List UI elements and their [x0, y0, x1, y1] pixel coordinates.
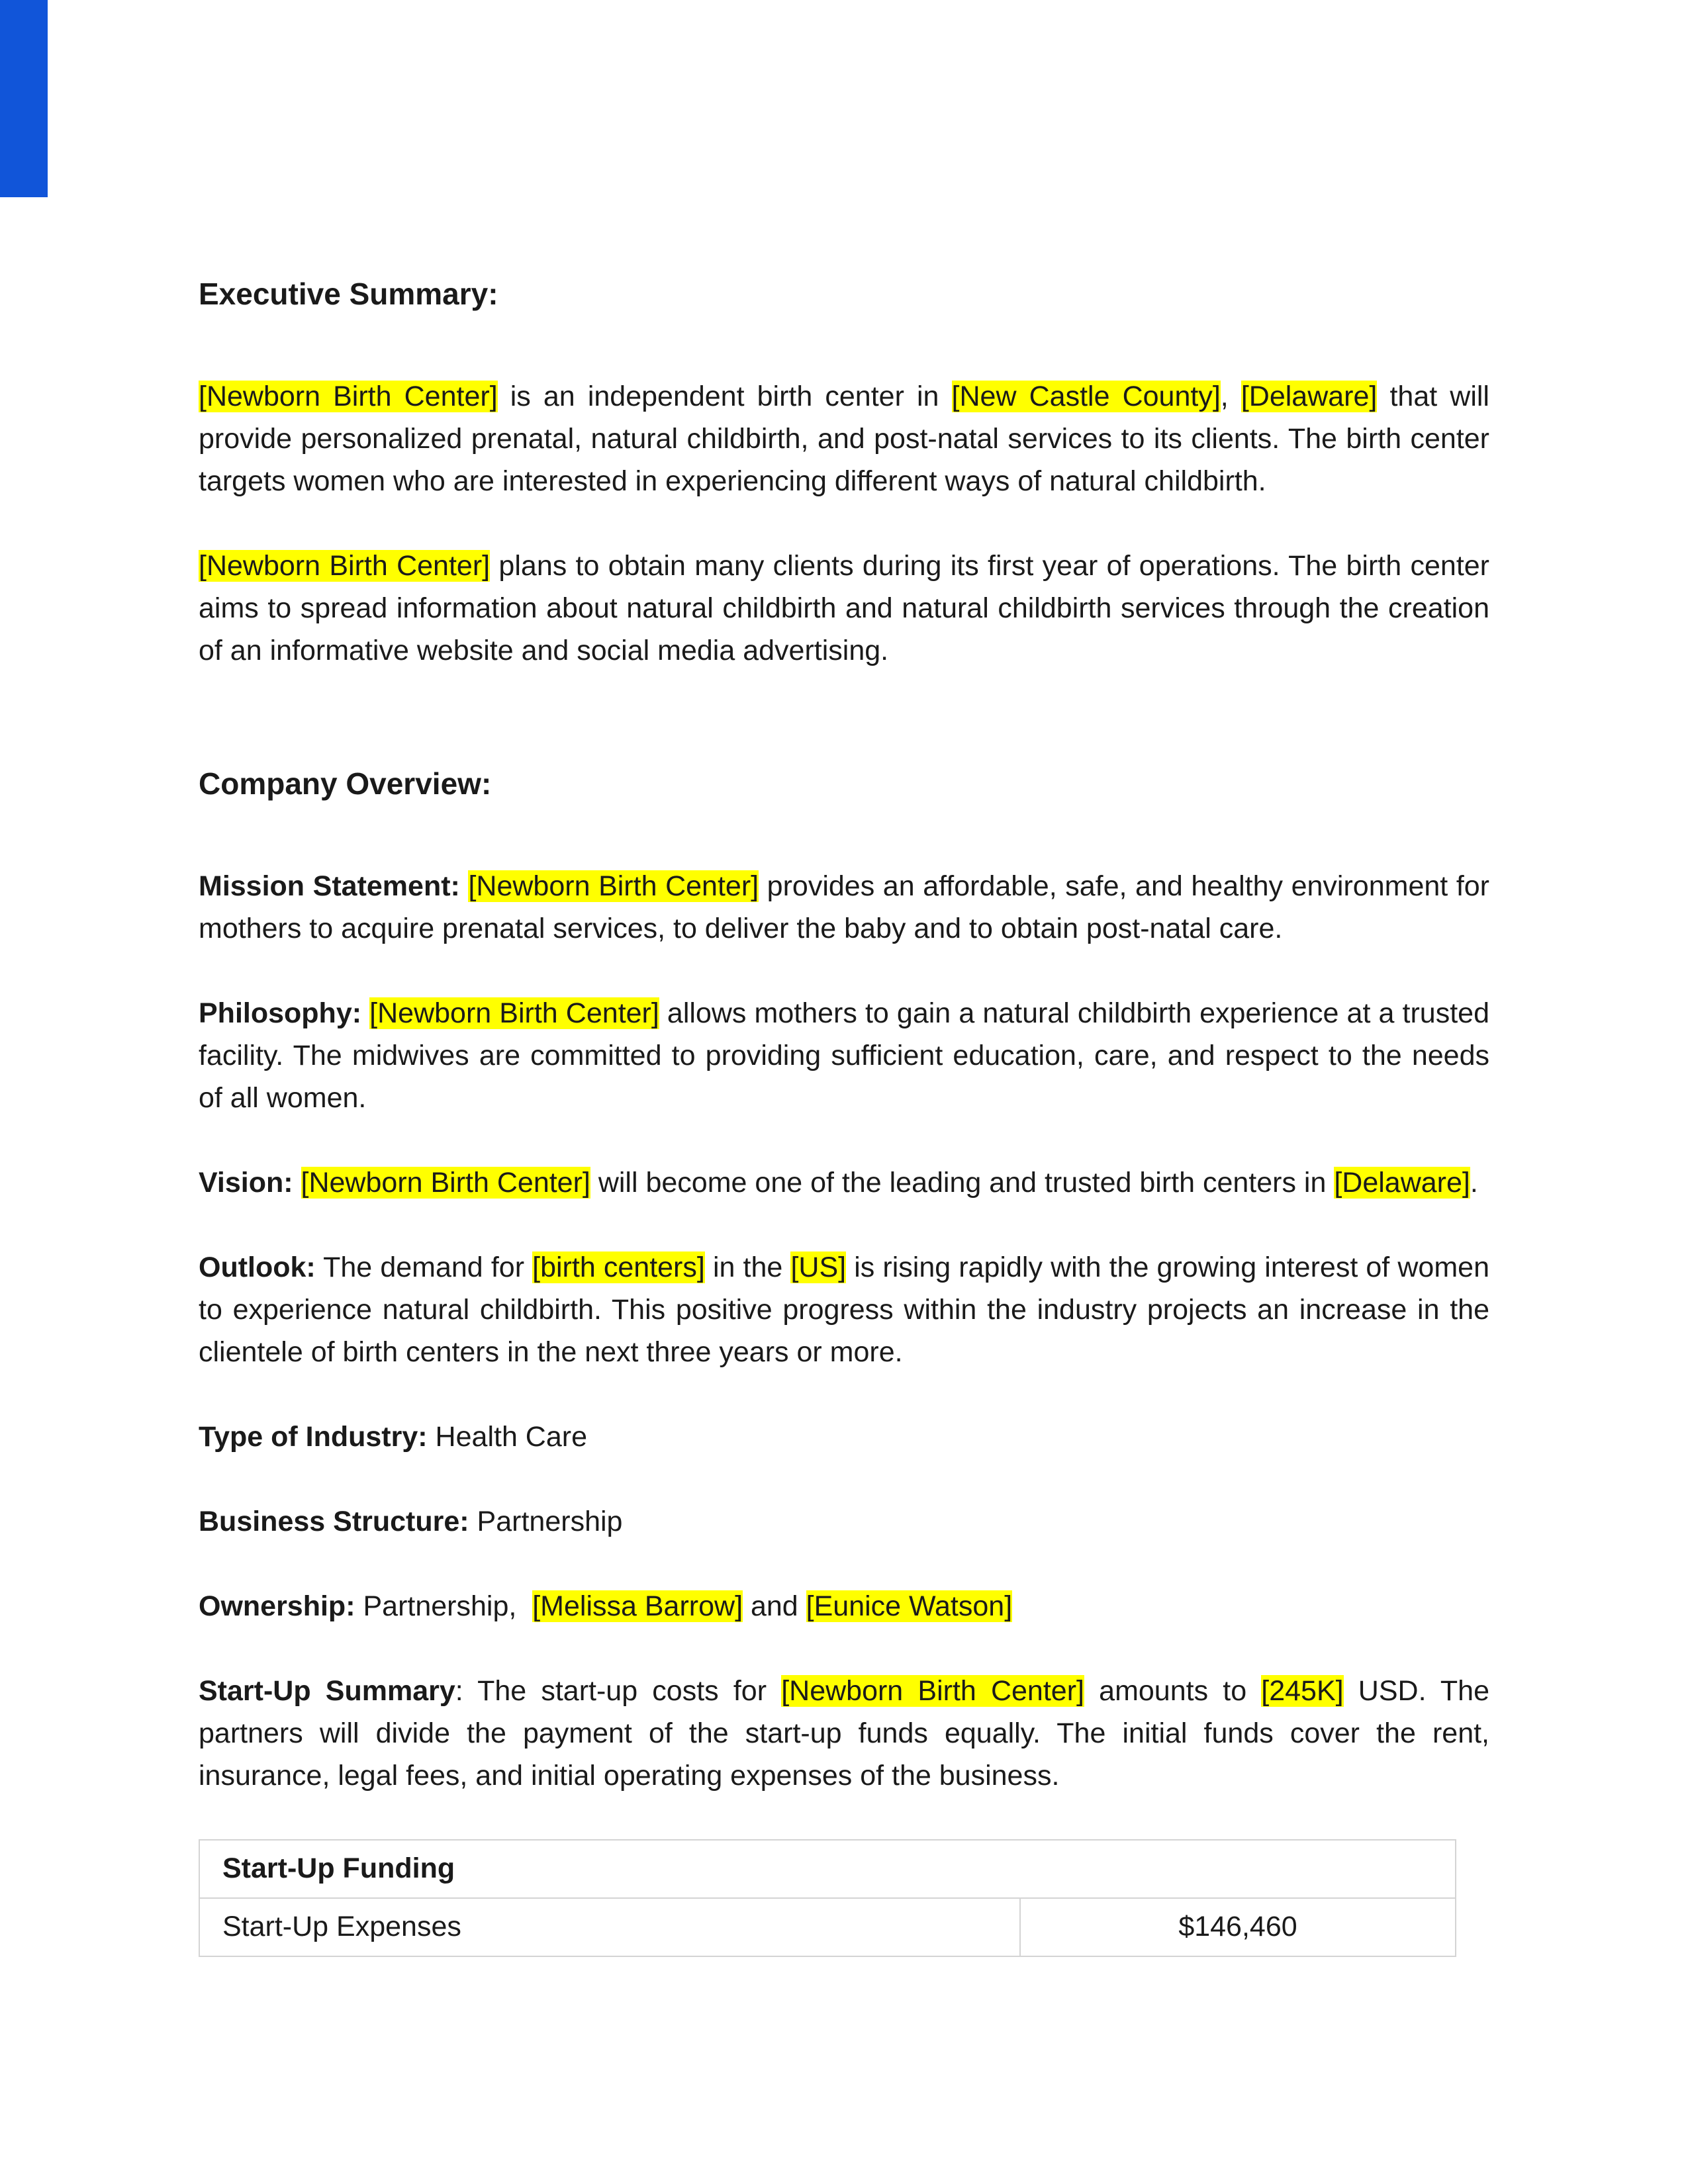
- executive-summary-heading: Executive Summary:: [199, 277, 498, 311]
- company-name-highlight: [Newborn Birth Center]: [369, 997, 659, 1029]
- company-name-highlight: [Newborn Birth Center]: [199, 380, 498, 412]
- amount-highlight: [245K]: [1261, 1674, 1344, 1707]
- outlook: Outlook: The demand for [birth centers] in the [US] is rising rapidly with the growing interest of women to experience natural childbirth. This positive progress within the industry projects an increase in the clientele of birth centers in the next three years or more.: [199, 1251, 1489, 1368]
- company-name-highlight: [Newborn Birth Center]: [781, 1674, 1084, 1707]
- document-page: [199, 275, 1489, 1957]
- table-cell-label: Start-Up Expenses: [199, 1898, 1020, 1956]
- table-header-cell: Start-Up Funding: [199, 1840, 1456, 1898]
- company-name-highlight: [Newborn Birth Center]: [199, 549, 491, 582]
- ownership: Ownership: Partnership, [Melissa Barrow] and [Eunice Watson]: [199, 1590, 1013, 1622]
- company-name-highlight: [Newborn Birth Center]: [301, 1166, 590, 1199]
- county-highlight: [New Castle County]: [951, 380, 1221, 412]
- accent-bar: [0, 0, 48, 197]
- industry-type: Type of Industry: Health Care: [199, 1420, 588, 1453]
- owner-highlight: [Eunice Watson]: [806, 1590, 1013, 1622]
- executive-summary-paragraph-1: [Newborn Birth Center] is an independent birth center in [New Castle County], [Delaware] that will provide personalized prenatal, natural childbirth, and post-natal services to its clients. The birth center targets women who are interested in experiencing different ways of natural childbirth.: [199, 380, 1489, 497]
- industry-highlight: [birth centers]: [532, 1251, 705, 1283]
- executive-summary-paragraph-2: [Newborn Birth Center] plans to obtain many clients during its first year of operations. The birth center aims to spread information about natural childbirth and natural childbirth services through the creation of an informative website and social media advertising.: [199, 549, 1489, 666]
- state-highlight: [Delaware]: [1241, 380, 1378, 412]
- table-row: [199, 1898, 1456, 1956]
- startup-funding-table: [199, 1839, 1456, 1957]
- owner-highlight: [Melissa Barrow]: [532, 1590, 743, 1622]
- vision: Vision: [Newborn Birth Center] will become one of the leading and trusted birth centers in [Delaware].: [199, 1166, 1478, 1199]
- table-cell-value: $146,460: [1020, 1898, 1456, 1956]
- philosophy: Philosophy: [Newborn Birth Center] allows mothers to gain a natural childbirth experience at a trusted facility. The midwives are committed to providing sufficient education, care, and respect to the needs of all women.: [199, 997, 1489, 1114]
- startup-summary: Start-Up Summary: The start-up costs for [Newborn Birth Center] amounts to [245K] USD. The partners will divide the payment of the start-up funds equally. The initial funds cover the rent, insurance, legal fees, and initial operating expenses of the business.: [199, 1674, 1489, 1792]
- company-overview-heading: Company Overview:: [199, 766, 492, 801]
- state-highlight: [Delaware]: [1334, 1166, 1470, 1199]
- country-highlight: [US]: [790, 1251, 847, 1283]
- table-header-row: [199, 1840, 1456, 1898]
- company-name-highlight: [Newborn Birth Center]: [468, 870, 759, 902]
- business-structure: Business Structure: Partnership: [199, 1505, 623, 1537]
- mission-statement: Mission Statement: [Newborn Birth Center] provides an affordable, safe, and healthy environment for mothers to acquire prenatal services, to deliver the baby and to obtain post-natal care.: [199, 870, 1489, 944]
